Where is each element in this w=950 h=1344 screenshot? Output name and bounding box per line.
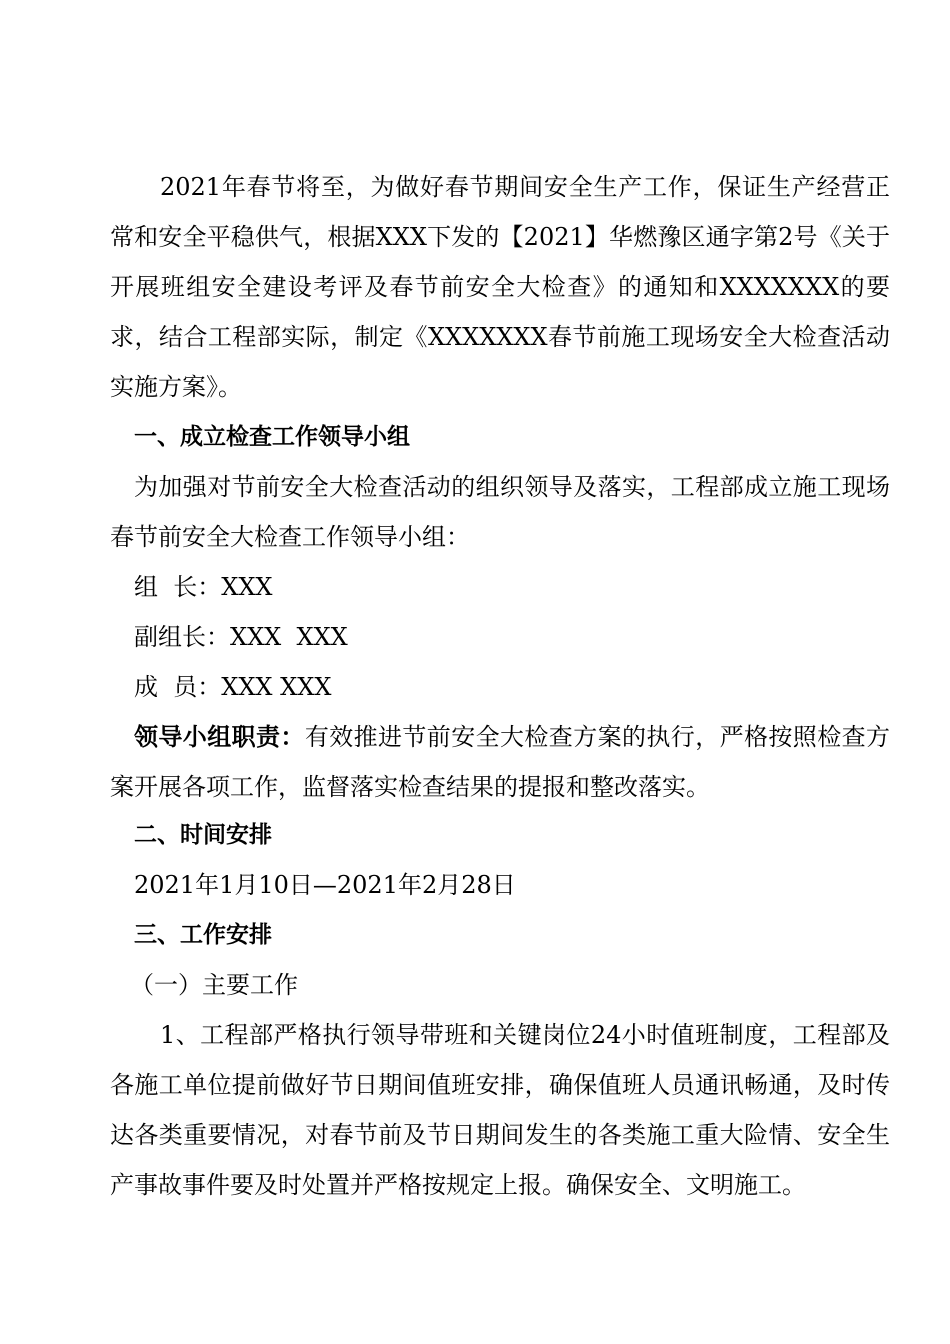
- leader-line: 组 长：XXX: [134, 573, 273, 601]
- duty-label: 领导小组职责：: [134, 722, 305, 751]
- section1-paragraph: 为加强对节前安全大检查活动的组织领导及落实，工程部成立施工现场春节前安全大检查工作领导小组：: [110, 473, 890, 551]
- duty-text: 有效推进节前安全大检查方案的执行，严格按照检查方案开展各项工作，监督落实检查结果的提报和整改落实。: [110, 723, 891, 801]
- section1-heading: 一、成立检查工作领导小组: [134, 424, 410, 450]
- section2-heading: 二、时间安排: [134, 822, 272, 848]
- intro-paragraph: 2021年春节将至，为做好春节期间安全生产工作，保证生产经营正常和安全平稳供气，根据XXX下发的【2021】华燃豫区通字第2号《关于开展班组安全建设考评及春节前安全大检查》的通知和XXXXXXX的要求，结合工程部实际，制定《XXXXXXX春节前施工现场安全大检查活动实施方案》。: [110, 173, 890, 401]
- section3-heading: 三、工作安排: [134, 922, 272, 948]
- members-line: 成 员：XXX XXX: [134, 673, 332, 701]
- duty-paragraph: [110, 712, 890, 812]
- deputy-line: 副组长：XXX XXX: [134, 623, 348, 651]
- item1-paragraph: 1、工程部严格执行领导带班和关键岗位24小时值班制度，工程部及各施工单位提前做好节日期间值班安排，确保值班人员通讯畅通，及时传达各类重要情况，对春节前及节日期间发生的各类施工重大险情、安全生产事故事件要及时处置并严格按规定上报。确保安全、文明施工。: [110, 1021, 890, 1199]
- subsection1-heading: （一）主要工作: [130, 971, 298, 999]
- time-range: 2021年1月10日—2021年2月28日: [134, 871, 516, 899]
